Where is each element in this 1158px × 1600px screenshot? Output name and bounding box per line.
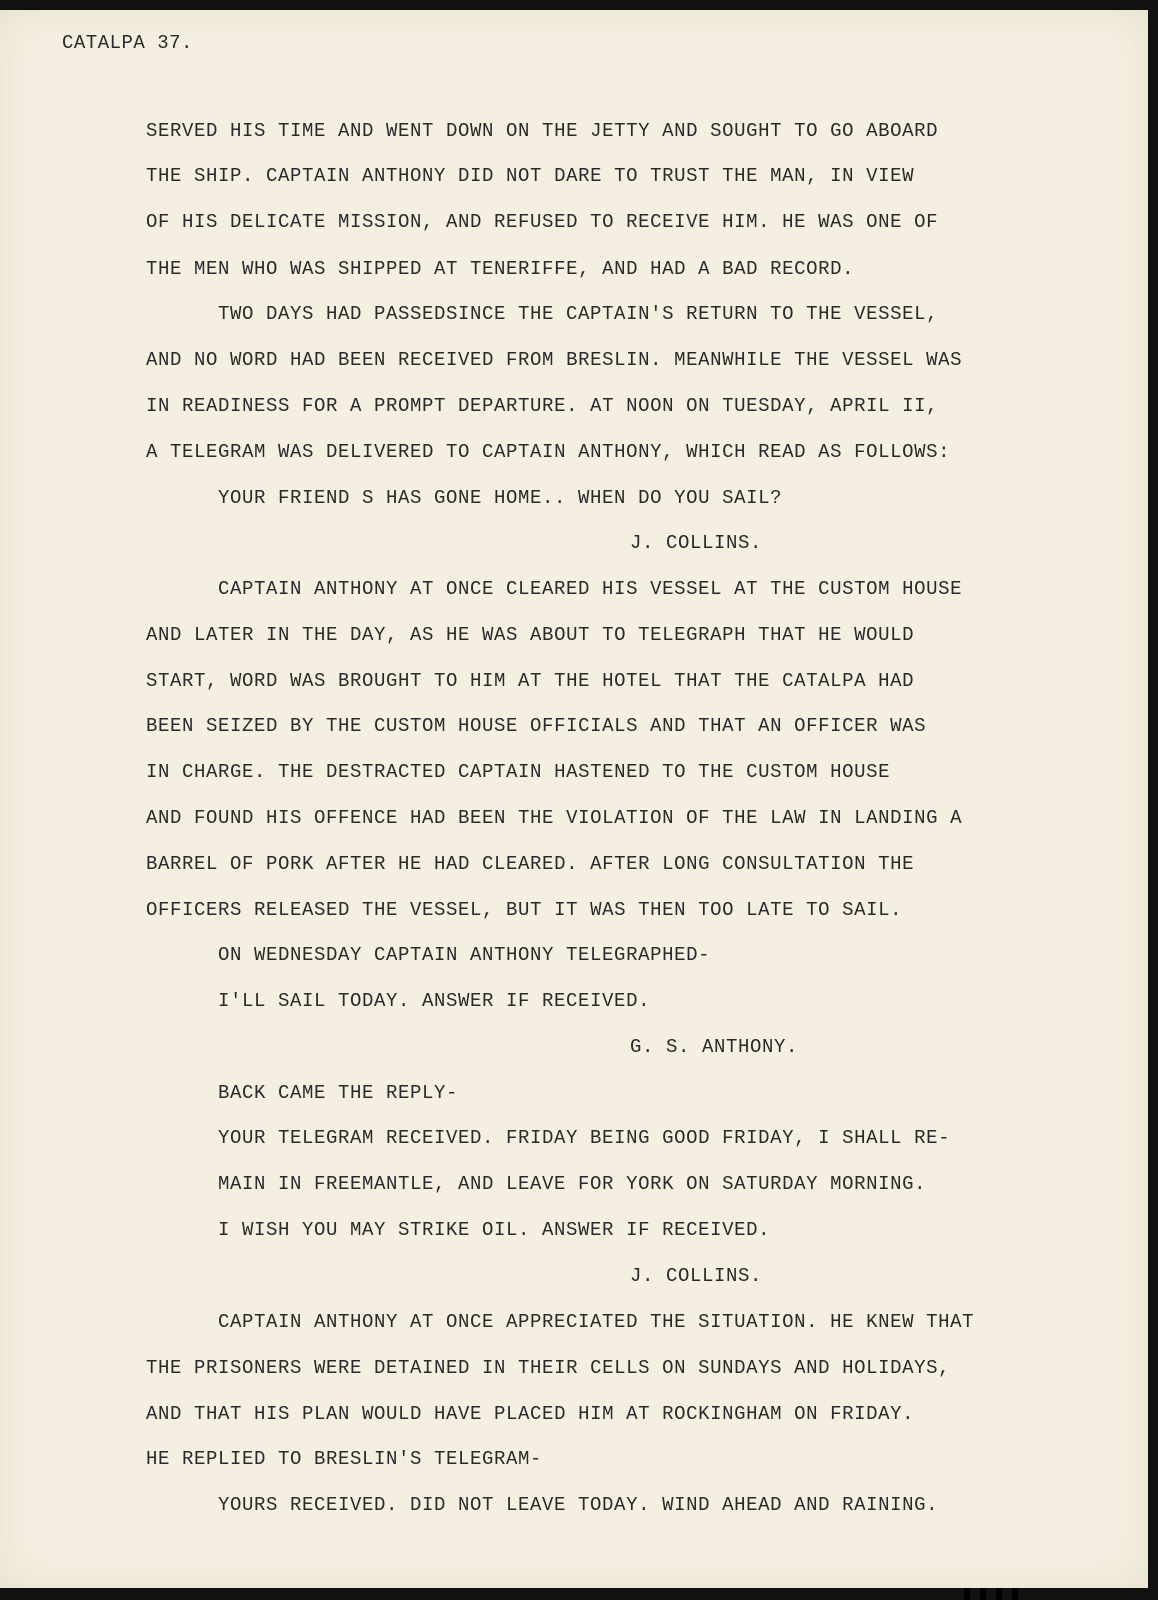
text-line: I'LL SAIL TODAY. ANSWER IF RECEIVED. [218,990,651,1012]
text-line: A TELEGRAM WAS DELIVERED TO CAPTAIN ANTHONY, WHICH READ AS FOLLOWS: [146,441,951,463]
text-line: HE REPLIED TO BRESLIN'S TELEGRAM- [146,1448,543,1470]
text-line: THE SHIP. CAPTAIN ANTHONY DID NOT DARE TO TRUST THE MAN, IN VIEW [146,165,915,187]
signature-line: J. COLLINS. [630,532,763,554]
edge-mark [980,1588,986,1600]
text-line: YOUR FRIEND S HAS GONE HOME.. WHEN DO YOU SAIL? [218,487,783,509]
text-line: BEEN SEIZED BY THE CUSTOM HOUSE OFFICIALS AND THAT AN OFFICER WAS [146,715,927,737]
text-line: THE PRISONERS WERE DETAINED IN THEIR CELLS ON SUNDAYS AND HOLIDAYS, [146,1357,951,1379]
text-line: AND NO WORD HAD BEEN RECEIVED FROM BRESLIN. MEANWHILE THE VESSEL WAS [146,349,963,371]
signature-line: J. COLLINS. [630,1265,763,1287]
text-line: IN CHARGE. THE DESTRACTED CAPTAIN HASTENED TO THE CUSTOM HOUSE [146,761,891,783]
text-line: MAIN IN FREEMANTLE, AND LEAVE FOR YORK ON SATURDAY MORNING. [218,1173,927,1195]
text-line: IN READINESS FOR A PROMPT DEPARTURE. AT NOON ON TUESDAY, APRIL II, [146,395,939,417]
text-line: AND THAT HIS PLAN WOULD HAVE PLACED HIM AT ROCKINGHAM ON FRIDAY. [146,1403,915,1425]
text-line: ON WEDNESDAY CAPTAIN ANTHONY TELEGRAPHED- [218,944,711,966]
scan-edge-marks [964,1588,1018,1600]
page-header: CATALPA 37. [62,32,193,54]
text-line: AND LATER IN THE DAY, AS HE WAS ABOUT TO TELEGRAPH THAT HE WOULD [146,624,915,646]
text-line: TWO DAYS HAD PASSEDSINCE THE CAPTAIN'S RETURN TO THE VESSEL, [218,303,939,325]
text-line: SERVED HIS TIME AND WENT DOWN ON THE JETTY AND SOUGHT TO GO ABOARD [146,120,939,142]
text-line: OFFICERS RELEASED THE VESSEL, BUT IT WAS THEN TOO LATE TO SAIL. [146,899,903,921]
text-line: BARREL OF PORK AFTER HE HAD CLEARED. AFTER LONG CONSULTATION THE [146,853,915,875]
text-line: CAPTAIN ANTHONY AT ONCE CLEARED HIS VESSEL AT THE CUSTOM HOUSE [218,578,963,600]
text-line: AND FOUND HIS OFFENCE HAD BEEN THE VIOLATION OF THE LAW IN LANDING A [146,807,963,829]
text-line: CAPTAIN ANTHONY AT ONCE APPRECIATED THE SITUATION. HE KNEW THAT [218,1311,975,1333]
typewritten-page [0,10,1148,1588]
edge-mark [964,1588,970,1600]
edge-mark [1012,1588,1018,1600]
text-line: THE MEN WHO WAS SHIPPED AT TENERIFFE, AND HAD A BAD RECORD. [146,258,855,280]
text-line: START, WORD WAS BROUGHT TO HIM AT THE HOTEL THAT THE CATALPA HAD [146,670,915,692]
text-line: OF HIS DELICATE MISSION, AND REFUSED TO RECEIVE HIM. HE WAS ONE OF [146,211,939,233]
edge-mark [996,1588,1002,1600]
signature-line: G. S. ANTHONY. [630,1036,799,1058]
text-line: I WISH YOU MAY STRIKE OIL. ANSWER IF RECEIVED. [218,1219,771,1241]
text-line: YOUR TELEGRAM RECEIVED. FRIDAY BEING GOOD FRIDAY, I SHALL RE- [218,1127,951,1149]
text-line: BACK CAME THE REPLY- [218,1082,459,1104]
text-line: YOURS RECEIVED. DID NOT LEAVE TODAY. WIND AHEAD AND RAINING. [218,1494,939,1516]
